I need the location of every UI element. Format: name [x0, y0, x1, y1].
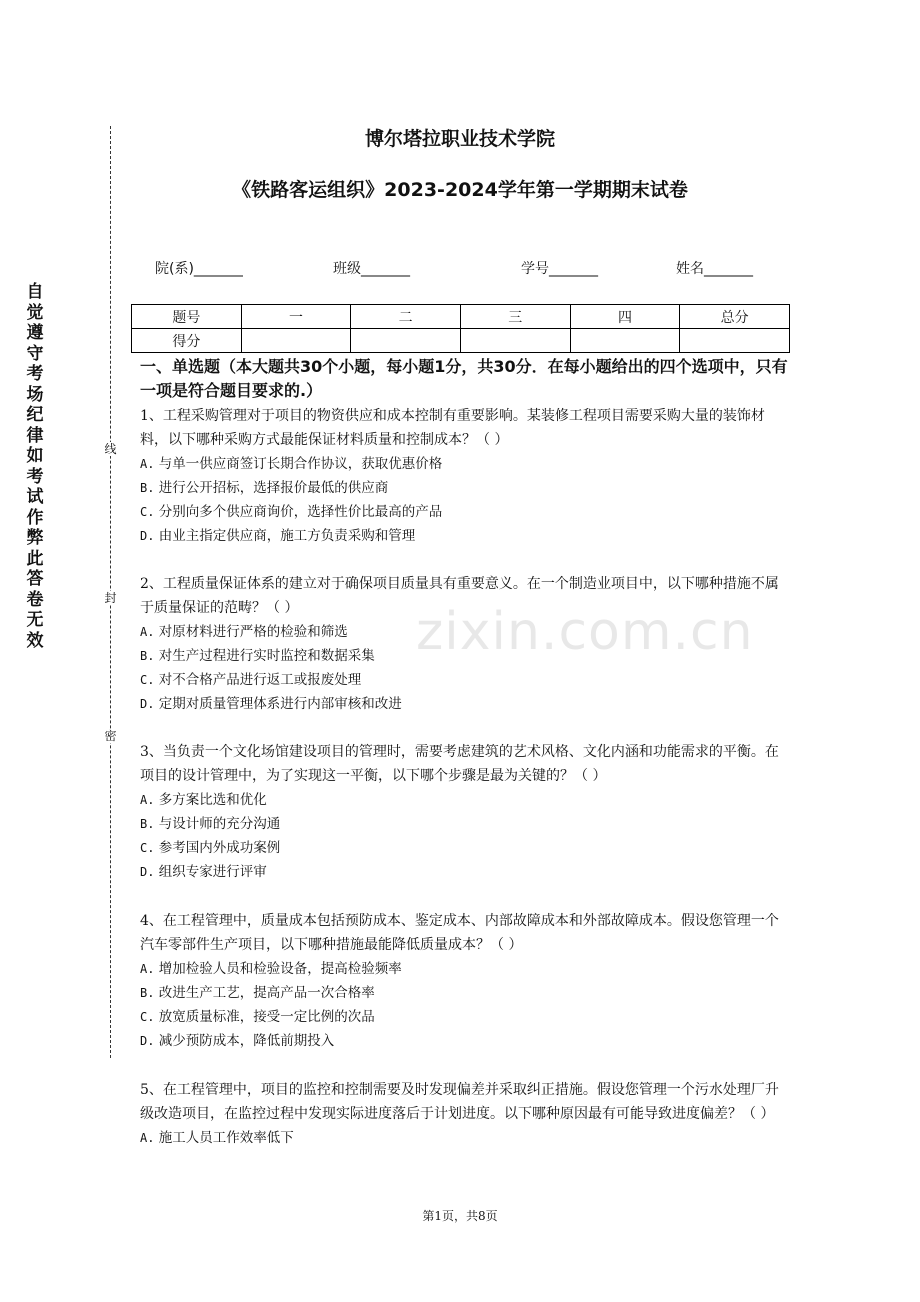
question-5	[140, 1078, 786, 1150]
question-stem: 1、工程采购管理对于项目的物资供应和成本控制有重要影响。某装修工程项目需要采购大量的装饰材料，以下哪种采购方式最能保证材料质量和控制成本？（ ）	[140, 408, 765, 448]
option-c	[140, 668, 786, 692]
option-c	[140, 500, 786, 524]
question-2	[140, 572, 786, 716]
option-letter: D.	[140, 865, 155, 879]
option-text: 与设计师的充分沟通	[158, 816, 281, 832]
option-b	[140, 644, 786, 668]
info-class: 班级_______	[333, 261, 410, 277]
option-letter: A.	[140, 625, 155, 639]
option-letter: C.	[140, 1010, 155, 1024]
option-text: 增加检验人员和检验设备，提高检验频率	[158, 961, 402, 977]
option-text: 改进生产工艺，提高产品一次合格率	[158, 985, 375, 1001]
option-text: 对不合格产品进行返工或报废处理	[158, 672, 362, 688]
info-student-id: 学号_______	[521, 261, 598, 277]
option-text: 分别向多个供应商询价，选择性价比最高的产品	[158, 504, 443, 520]
option-letter: A.	[140, 457, 155, 471]
question-3	[140, 740, 786, 884]
option-text: 由业主指定供应商，施工方负责采购和管理	[158, 528, 416, 544]
option-a	[140, 452, 786, 476]
exam-discipline-notice: 自觉遵守考场纪律如考试作弊此答卷无效	[26, 282, 44, 651]
score-header-cell: 四	[570, 305, 680, 329]
score-row-label: 得分	[132, 329, 242, 353]
option-c	[140, 1005, 786, 1029]
score-cell	[241, 329, 351, 353]
option-d	[140, 1029, 786, 1053]
option-letter: C.	[140, 505, 155, 519]
score-header-cell: 二	[351, 305, 461, 329]
option-b	[140, 476, 786, 500]
option-a	[140, 620, 786, 644]
school-name: 博尔塔拉职业技术学院	[364, 128, 555, 150]
score-cell	[351, 329, 461, 353]
option-text: 放宽质量标准，接受一定比例的次品	[158, 1009, 375, 1025]
option-letter: B.	[140, 817, 155, 831]
score-table-score-row	[132, 329, 790, 353]
option-text: 参考国内外成功案例	[158, 840, 281, 856]
question-4	[140, 909, 786, 1053]
option-letter: B.	[140, 986, 155, 1000]
question-stem: 2、工程质量保证体系的建立对于确保项目质量具有重要意义。在一个制造业项目中，以下哪种措施不属于质量保证的范畴？（ ）	[140, 576, 779, 616]
score-header-cell: 三	[460, 305, 570, 329]
option-letter: D.	[140, 697, 155, 711]
score-header-cell: 题号	[132, 305, 242, 329]
option-text: 对原材料进行严格的检验和筛选	[158, 624, 348, 640]
option-text: 进行公开招标，选择报价最低的供应商	[158, 480, 389, 496]
score-cell	[680, 329, 790, 353]
score-header-cell: 总分	[680, 305, 790, 329]
option-b	[140, 812, 786, 836]
exam-title: 《铁路客运组织》2023-2024学年第一学期期末试卷	[232, 179, 688, 201]
question-stem: 5、在工程管理中，项目的监控和控制需要及时发现偏差并采取纠正措施。假设您管理一个污水处理厂升级改造项目，在监控过程中发现实际进度落后于计划进度。以下哪种原因最有可能导致进度偏差？（ ）	[140, 1082, 779, 1122]
binding-mark-seal: 封	[104, 591, 117, 605]
option-letter: D.	[140, 529, 155, 543]
info-name: 姓名_______	[676, 261, 753, 277]
option-text: 对生产过程进行实时监控和数据采集	[158, 648, 375, 664]
option-letter: A.	[140, 1131, 155, 1145]
question-stem: 4、在工程管理中，质量成本包括预防成本、鉴定成本、内部故障成本和外部故障成本。假设您管理一个汽车零部件生产项目，以下哪种措施最能降低质量成本？（ ）	[140, 913, 779, 953]
option-b	[140, 981, 786, 1005]
option-text: 施工人员工作效率低下	[158, 1130, 294, 1146]
option-letter: C.	[140, 841, 155, 855]
watermark: zixin.com.cn	[416, 602, 754, 662]
score-table-header-row	[132, 305, 790, 329]
option-a	[140, 1126, 786, 1150]
info-department: 院(系)_______	[155, 261, 243, 277]
score-cell	[460, 329, 570, 353]
option-text: 定期对质量管理体系进行内部审核和改进	[158, 696, 402, 712]
option-a	[140, 957, 786, 981]
page-footer: 第1页，共8页	[422, 1209, 498, 1223]
option-text: 与单一供应商签订长期合作协议，获取优惠价格	[158, 456, 443, 472]
option-text: 多方案比选和优化	[158, 792, 267, 808]
option-letter: B.	[140, 649, 155, 663]
option-d	[140, 860, 786, 884]
option-text: 组织专家进行评审	[158, 864, 267, 880]
score-cell	[570, 329, 680, 353]
option-letter: D.	[140, 1034, 155, 1048]
option-letter: A.	[140, 793, 155, 807]
question-stem: 3、当负责一个文化场馆建设项目的管理时，需要考虑建筑的艺术风格、文化内涵和功能需求的平衡。在项目的设计管理中，为了实现这一平衡，以下哪个步骤是最为关键的？（ ）	[140, 744, 779, 784]
option-d	[140, 692, 786, 716]
section-heading: 一、单选题（本大题共30个小题，每小题1分，共30分．在每小题给出的四个选项中，只有一项是符合题目要求的.）	[140, 357, 788, 400]
score-table	[131, 304, 790, 353]
option-letter: C.	[140, 673, 155, 687]
option-text: 减少预防成本，降低前期投入	[158, 1033, 335, 1049]
option-letter: A.	[140, 962, 155, 976]
question-1	[140, 404, 786, 548]
option-d	[140, 524, 786, 548]
option-letter: B.	[140, 481, 155, 495]
score-header-cell: 一	[241, 305, 351, 329]
binding-mark-line: 线	[104, 442, 117, 456]
binding-mark-secret: 密	[104, 729, 117, 743]
option-a	[140, 788, 786, 812]
option-c	[140, 836, 786, 860]
